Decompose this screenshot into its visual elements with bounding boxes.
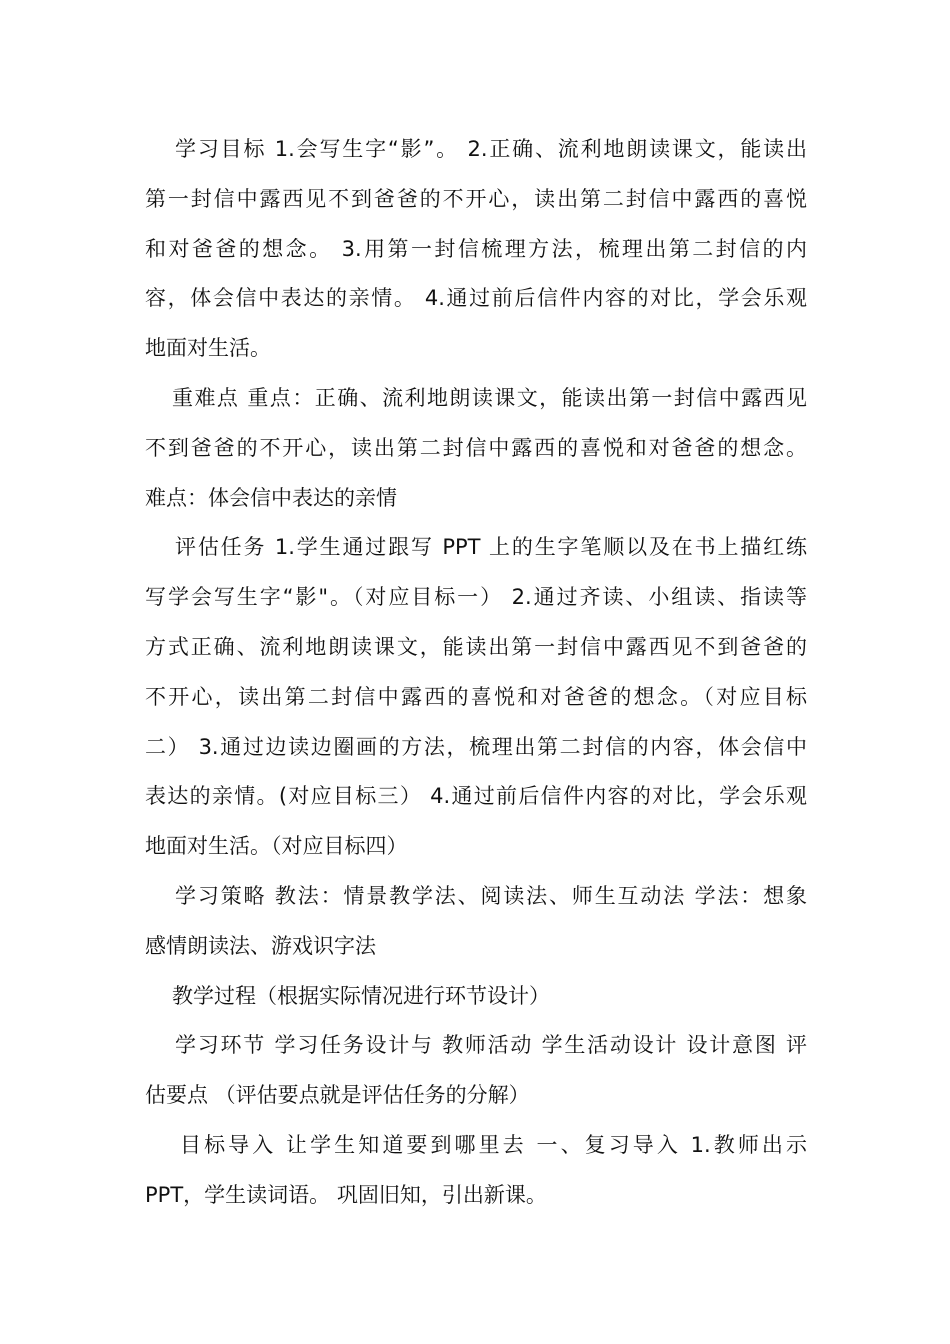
paragraph-key-difficulties bbox=[145, 374, 807, 523]
paragraph-learning-strategies bbox=[145, 872, 807, 972]
text-line: 难点：体会信中表达的亲情 bbox=[145, 485, 397, 510]
text-line: 表达的亲情。(对应目标三） 4.通过前后信件内容的对比，学会乐观 bbox=[145, 784, 807, 809]
text-line: 教学过程（根据实际情况进行环节设计） bbox=[172, 983, 550, 1008]
paragraph-goal-introduction bbox=[145, 1121, 807, 1221]
text-line: 学习目标 1.会写生字“影”。 2.正确、流利地朗读课文，能读出 bbox=[175, 137, 807, 161]
text-line: 和对爸爸的想念。 3.用第一封信梳理方法，梳理出第二封信的内 bbox=[145, 236, 807, 261]
text-line: 方式正确、流利地朗读课文，能读出第一封信中露西见不到爸爸的 bbox=[145, 634, 807, 659]
paragraph-teaching-process bbox=[145, 972, 807, 1022]
text-line: PPT，学生读词语。 巩固旧知，引出新课。 bbox=[145, 1182, 547, 1207]
paragraph-learning-sections bbox=[145, 1021, 807, 1121]
text-line: 地面对生活。（对应目标四） bbox=[145, 834, 408, 859]
document-body bbox=[145, 125, 807, 1221]
text-line: 地面对生活。 bbox=[145, 336, 271, 361]
text-line: 不开心，读出第二封信中露西的喜悦和对爸爸的想念。（对应目标 bbox=[145, 684, 807, 709]
text-line: 重难点 重点：正确、流利地朗读课文，能读出第一封信中露西见 bbox=[172, 385, 807, 410]
text-line: 二） 3.通过边读边圈画的方法，梳理出第二封信的内容，体会信中 bbox=[145, 734, 807, 759]
text-line: 感情朗读法、游戏识字法 bbox=[145, 933, 376, 958]
text-line: 写学会写生字“影"。（对应目标一） 2.通过齐读、小组读、指读等 bbox=[145, 585, 807, 610]
text-line: 估要点 （评估要点就是评估任务的分解） bbox=[145, 1083, 530, 1108]
text-line: 目标导入 让学生知道要到哪里去 一、复习导入 1.教师出示 bbox=[180, 1132, 807, 1157]
text-line: 评估任务 1.学生通过跟写 PPT 上的生字笔顺以及在书上描红练 bbox=[175, 535, 807, 560]
text-line: 学习环节 学习任务设计与 教师活动 学生活动设计 设计意图 评 bbox=[175, 1033, 807, 1058]
paragraph-learning-goals bbox=[145, 125, 807, 374]
text-line: 不到爸爸的不开心，读出第二封信中露西的喜悦和对爸爸的想念。 bbox=[145, 435, 807, 460]
text-line: 第一封信中露西见不到爸爸的不开心，读出第二封信中露西的喜悦 bbox=[145, 186, 807, 211]
paragraph-assessment-tasks bbox=[145, 523, 807, 872]
text-line: 学习策略 教法：情景教学法、阅读法、师生互动法 学法：想象 bbox=[175, 883, 807, 908]
text-line: 容，体会信中表达的亲情。 4.通过前后信件内容的对比，学会乐观 bbox=[145, 286, 807, 311]
